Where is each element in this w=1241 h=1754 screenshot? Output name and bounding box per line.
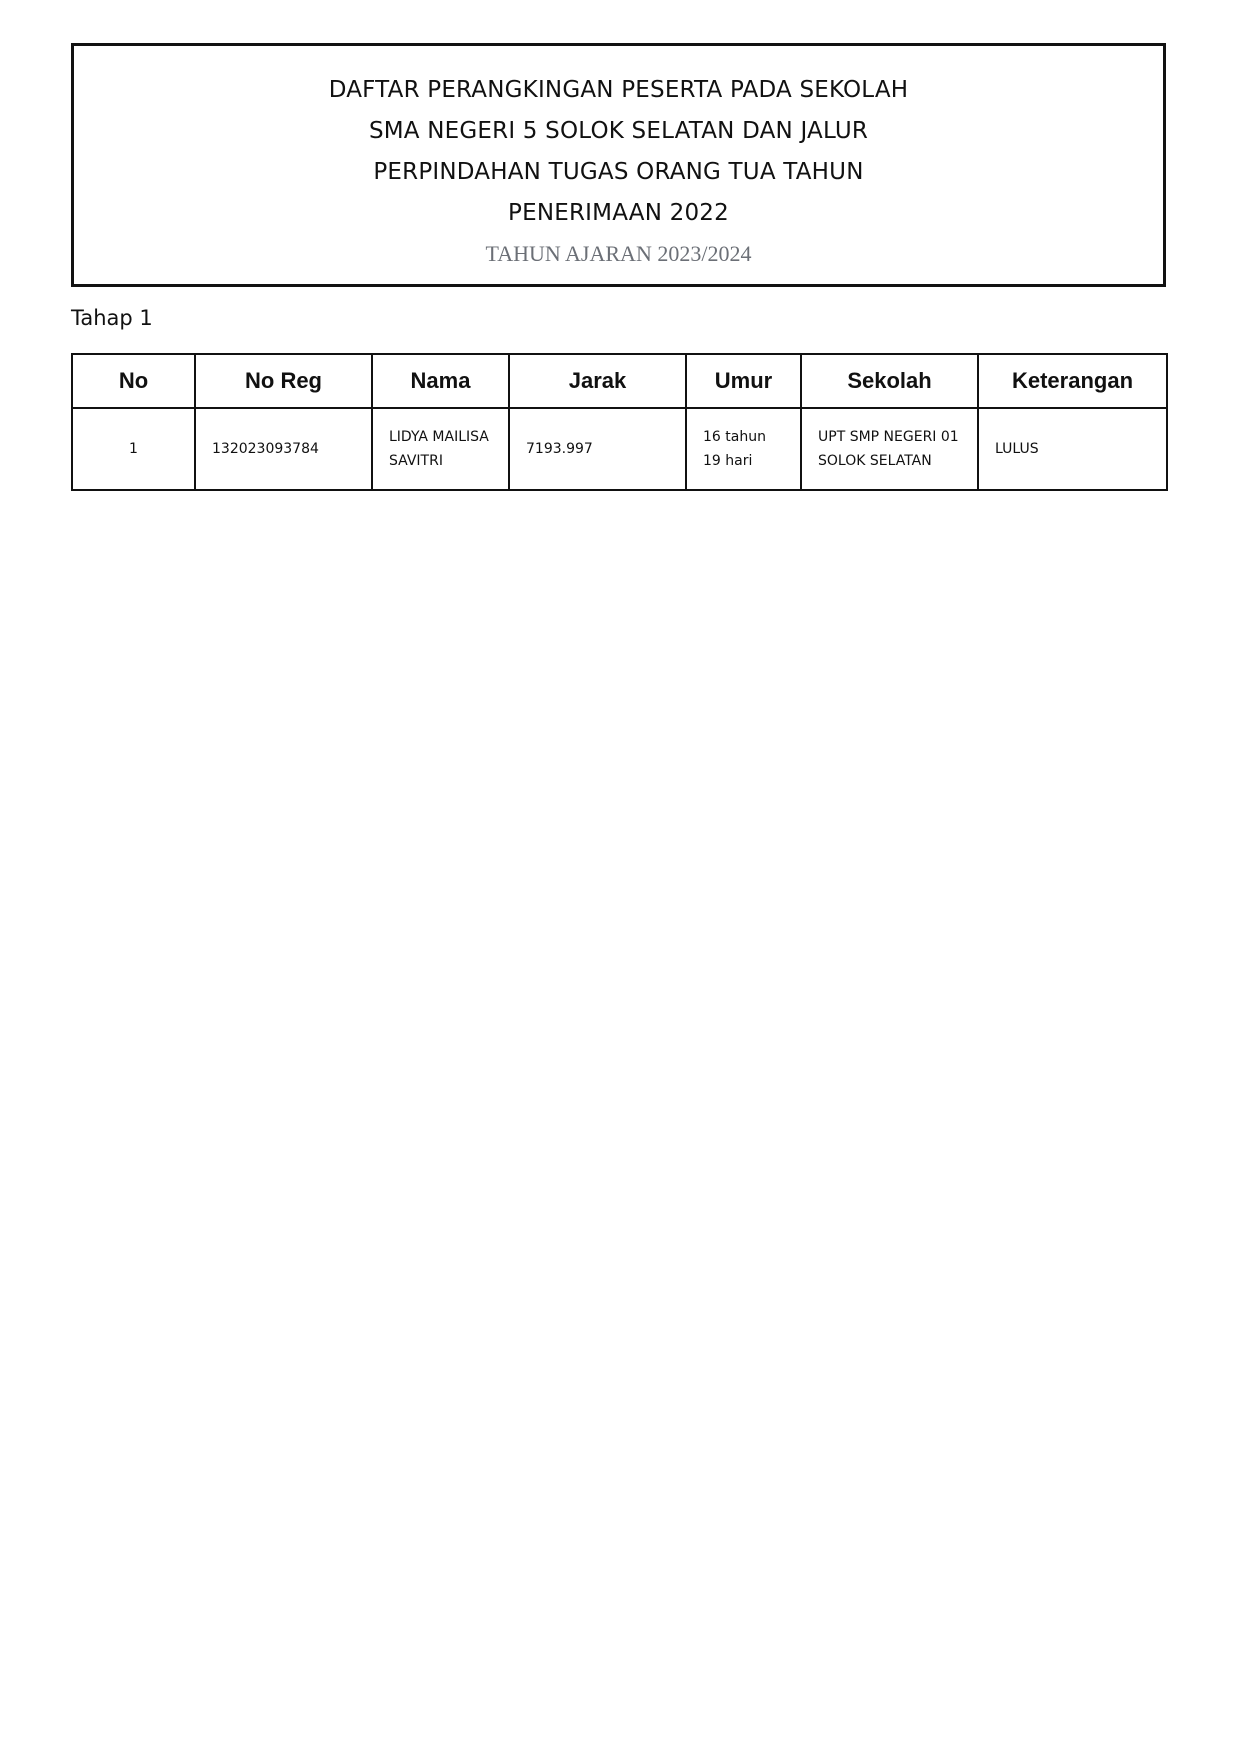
title-line-2: SMA NEGERI 5 SOLOK SELATAN DAN JALUR [368, 118, 869, 144]
cell-no-reg: 132023093784 [195, 408, 372, 490]
document-title [74, 70, 1163, 234]
title-line-3: PERPINDAHAN TUGAS ORANG TUA TAHUN [373, 159, 864, 185]
cell-umur: 16 tahun 19 hari [686, 408, 801, 490]
cell-jarak: 7193.997 [509, 408, 686, 490]
column-header-sekolah: Sekolah [801, 354, 978, 408]
column-header-umur: Umur [686, 354, 801, 408]
cell-no: 1 [72, 408, 195, 490]
table-row [72, 408, 1167, 490]
column-header-no: No [72, 354, 195, 408]
table-header-row [72, 354, 1167, 408]
column-header-no-reg: No Reg [195, 354, 372, 408]
title-line-1: DAFTAR PERANGKINGAN PESERTA PADA SEKOLAH [328, 77, 909, 103]
column-header-jarak: Jarak [509, 354, 686, 408]
title-line-4: PENERIMAAN 2022 [508, 200, 729, 226]
cell-nama: LIDYA MAILISA SAVITRI [372, 408, 509, 490]
column-header-keterangan: Keterangan [978, 354, 1167, 408]
ranking-table [71, 353, 1168, 491]
document-header-box [71, 43, 1166, 287]
cell-keterangan: LULUS [978, 408, 1167, 490]
cell-sekolah: UPT SMP NEGERI 01 SOLOK SELATAN [801, 408, 978, 490]
stage-label: Tahap 1 [71, 306, 153, 330]
academic-year-subtitle: TAHUN AJARAN 2023/2024 [485, 241, 752, 266]
column-header-nama: Nama [372, 354, 509, 408]
